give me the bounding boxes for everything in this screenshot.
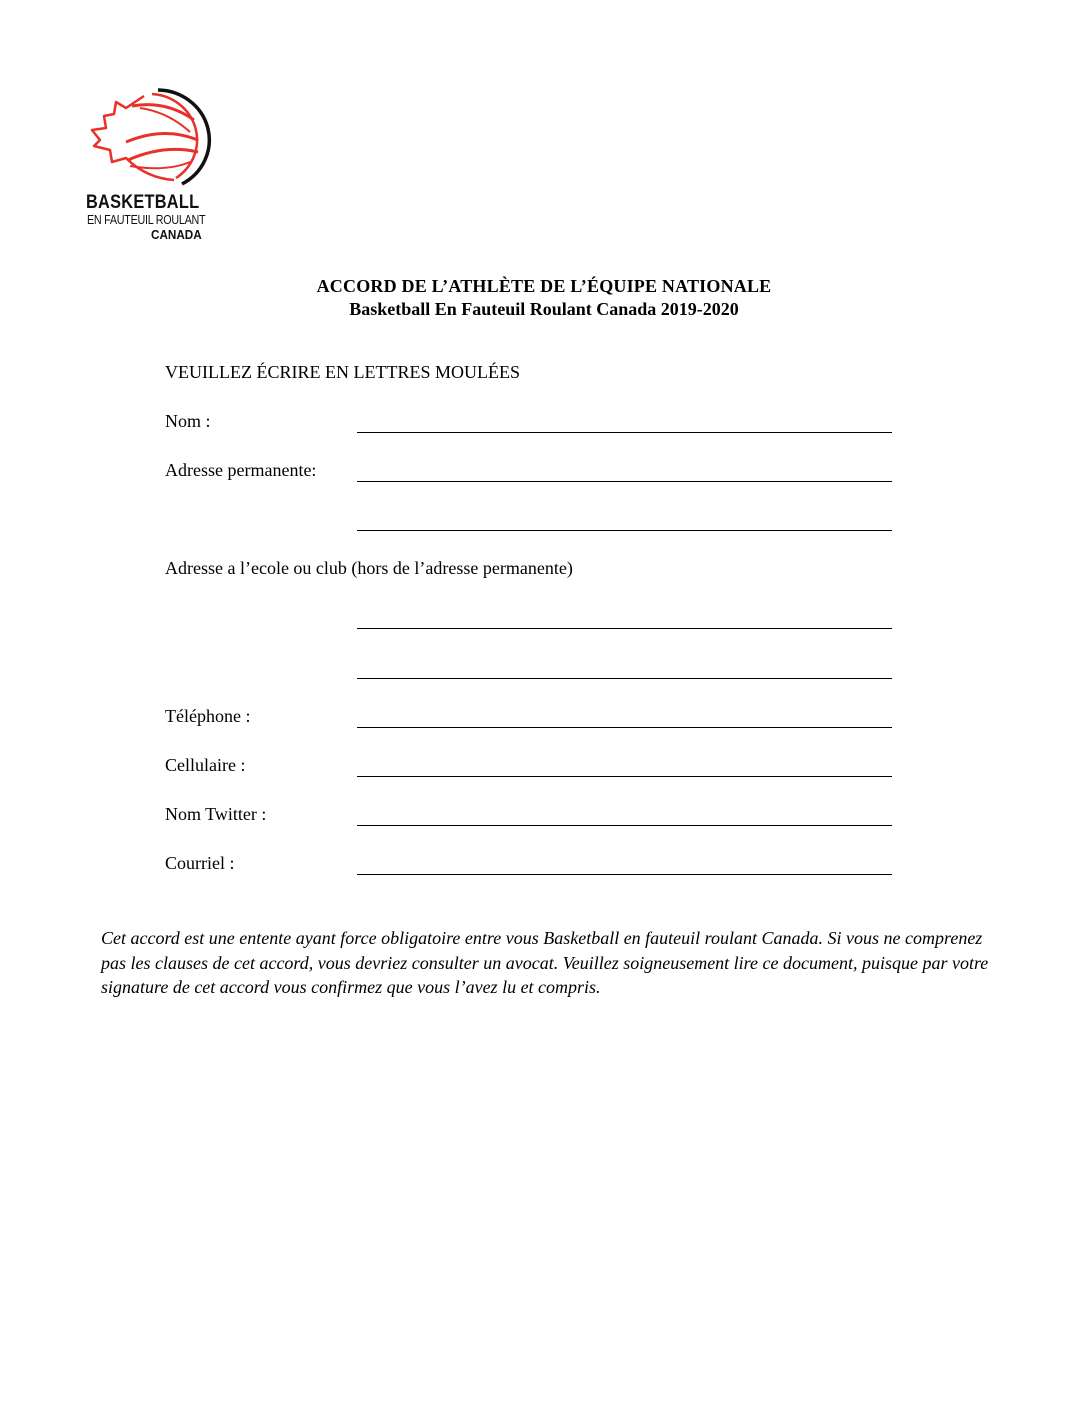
telephone-label: Téléphone : xyxy=(165,706,251,726)
print-instruction: VEUILLEZ ÉCRIRE EN LETTRES MOULÉES xyxy=(165,362,520,382)
twitter-label: Nom Twitter : xyxy=(165,804,267,824)
cellulaire-field[interactable] xyxy=(357,776,892,777)
telephone-field[interactable] xyxy=(357,727,892,728)
courriel-label: Courriel : xyxy=(165,853,235,873)
logo-text-basketball: BASKETBALL xyxy=(86,192,200,213)
basketball-maple-leaf-icon xyxy=(86,86,216,191)
organization-logo xyxy=(86,86,221,246)
legal-notice: Cet accord est une entente ayant force obligatoire entre vous Basketball en fauteuil roulant Canada. Si vous ne comprenez pas les clauses de cet accord, vous devriez consulter un avocat. Veuillez soigneusement lire ce document, puisque par votre signature de cet accord vous confirmez que vous l’avez lu et compris. xyxy=(101,928,989,997)
adresse-permanente-field-2[interactable] xyxy=(357,530,892,531)
adresse-ecole-field-1[interactable] xyxy=(357,628,892,629)
logo-text-canada: CANADA xyxy=(151,227,202,242)
nom-label: Nom : xyxy=(165,411,211,431)
courriel-field[interactable] xyxy=(357,874,892,875)
adresse-permanente-field-1[interactable] xyxy=(357,481,892,482)
document-title: ACCORD DE L’ATHLÈTE DE L’ÉQUIPE NATIONALE xyxy=(316,276,772,296)
cellulaire-label: Cellulaire : xyxy=(165,755,246,775)
nom-field[interactable] xyxy=(357,432,892,433)
document-subtitle: Basketball En Fauteuil Roulant Canada 2019-2020 xyxy=(349,299,739,319)
twitter-field[interactable] xyxy=(357,825,892,826)
logo-text-fauteuil: EN FAUTEUIL ROULANT xyxy=(87,213,206,227)
adresse-permanente-label: Adresse permanente: xyxy=(165,460,317,480)
adresse-ecole-field-2[interactable] xyxy=(357,678,892,679)
adresse-ecole-label: Adresse a l’ecole ou club (hors de l’adresse permanente) xyxy=(165,558,573,578)
